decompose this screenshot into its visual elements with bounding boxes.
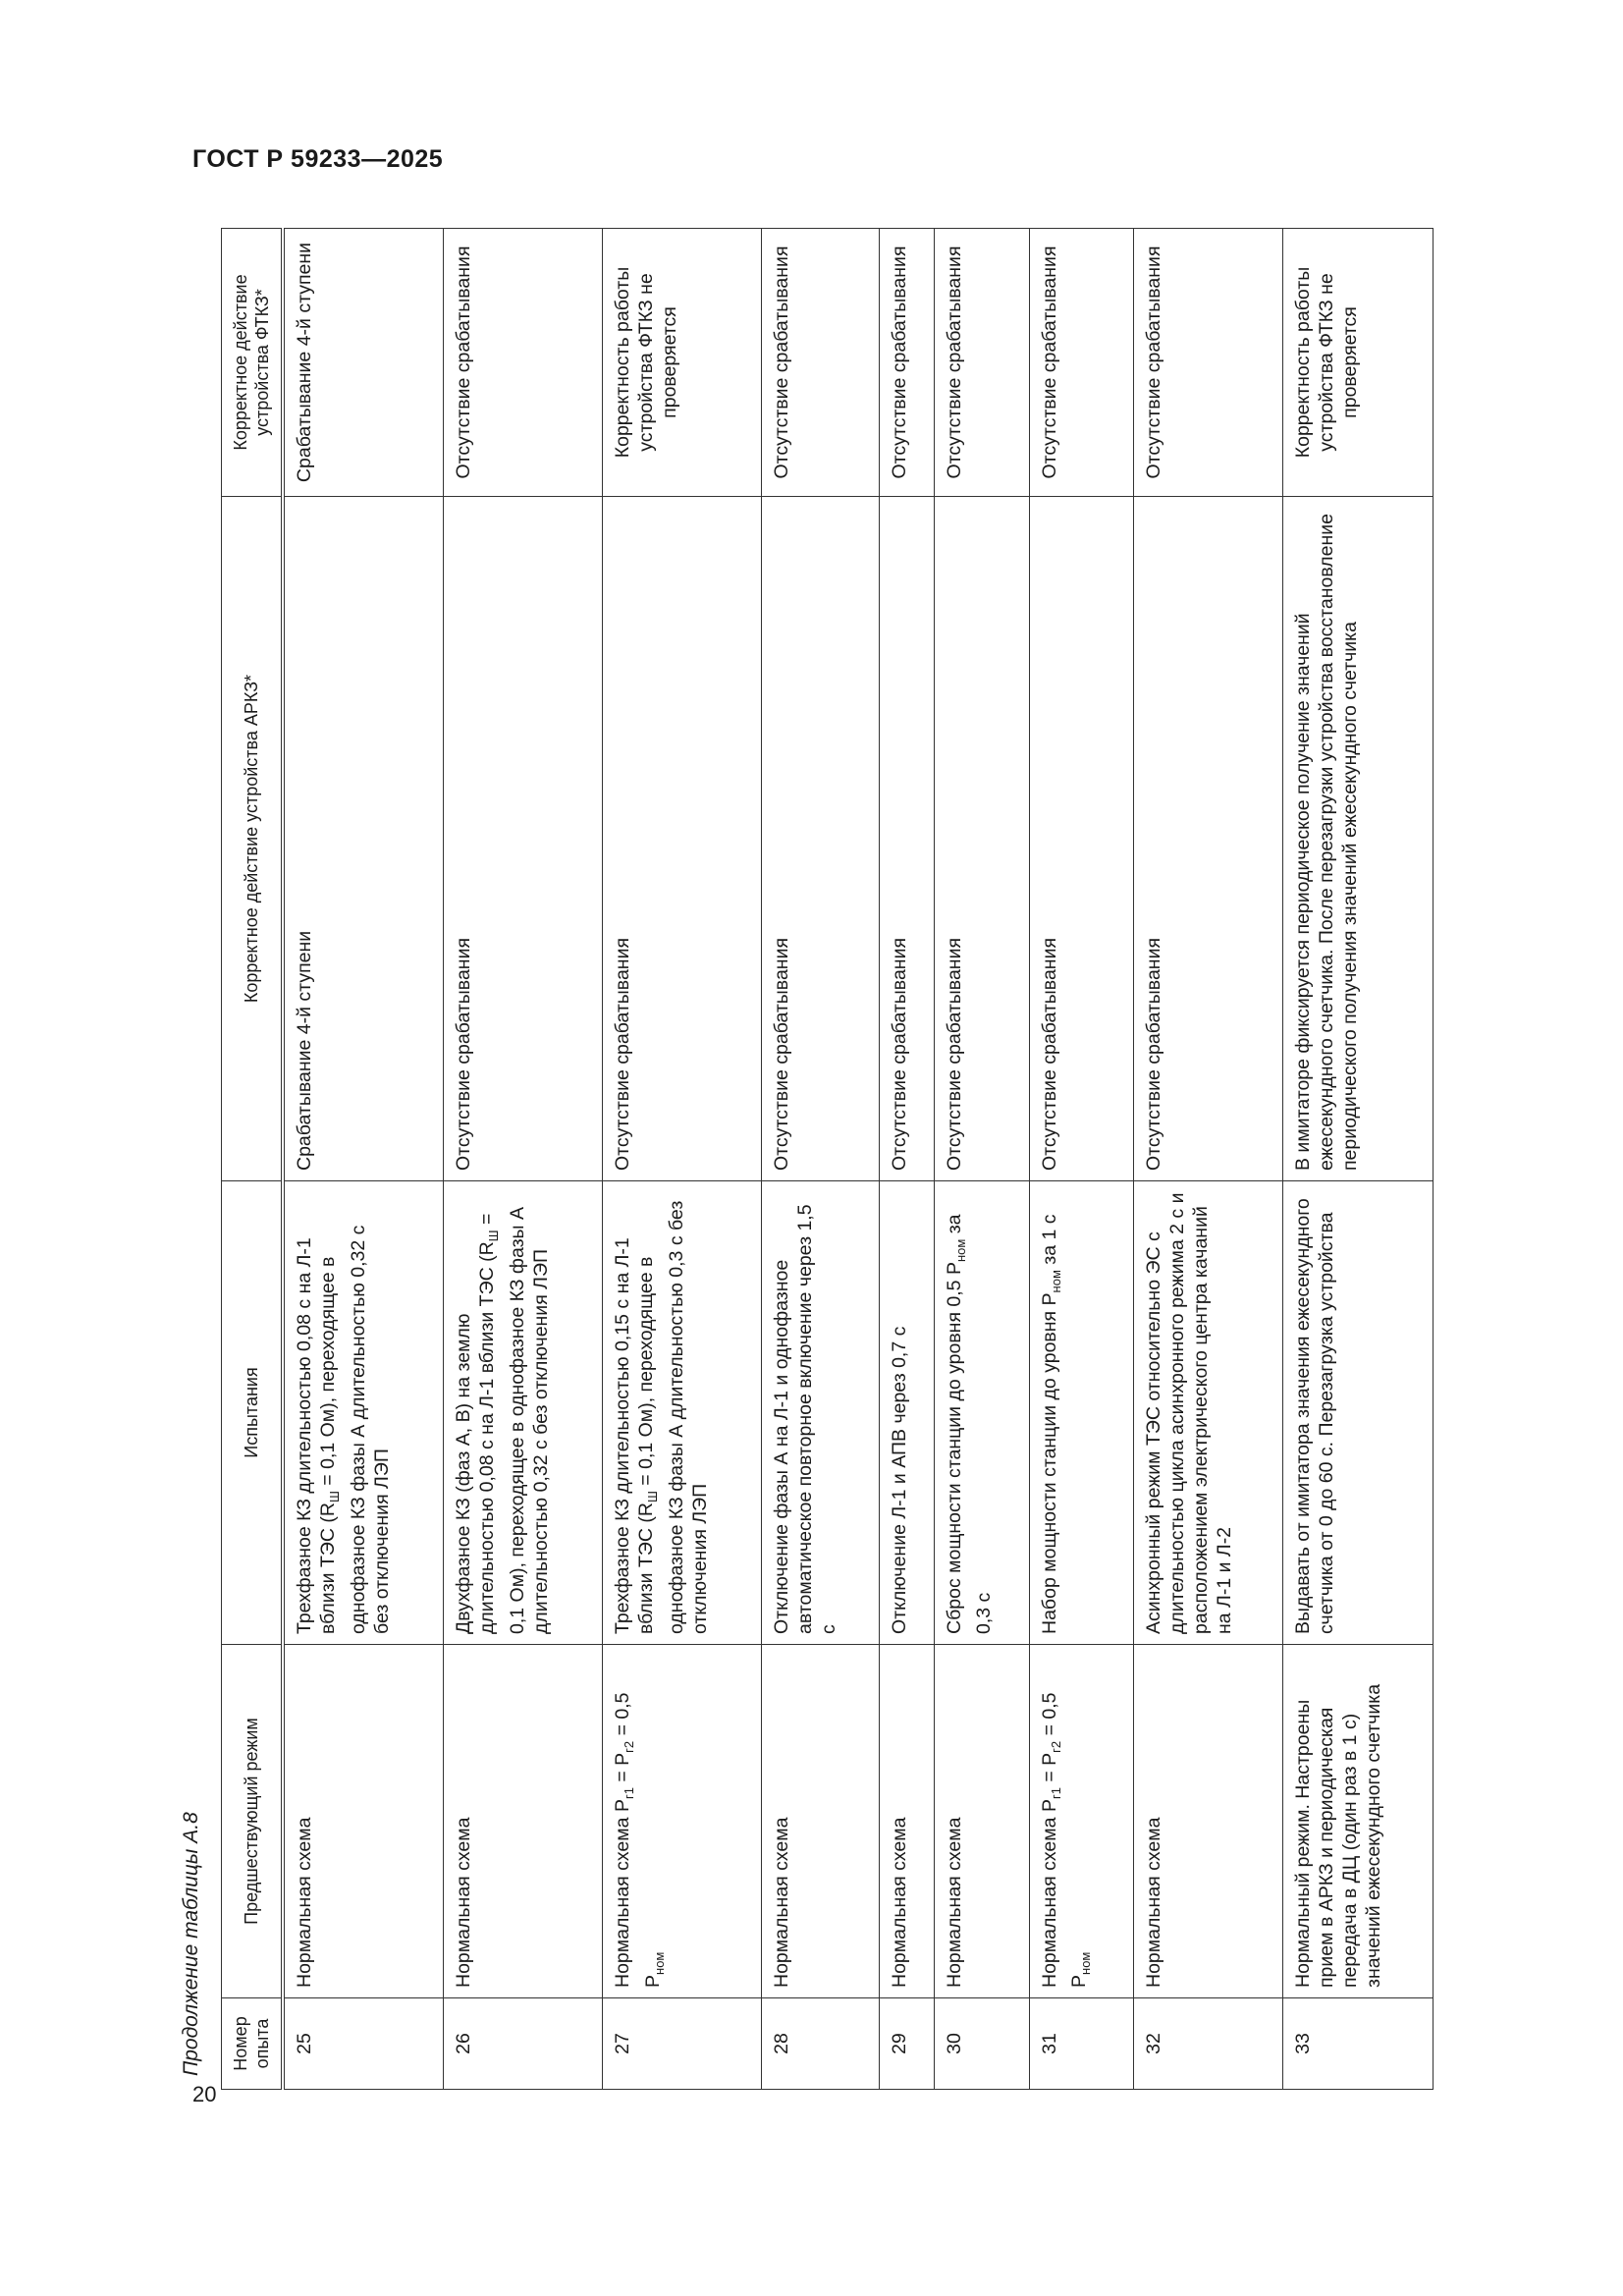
rotated-table-block [177,229,1434,2090]
row-ftkz: Отсутствие срабатывания [762,229,880,497]
row-arkz: Срабатывание 4-й ступени [283,497,444,1181]
row-test: Двухфазное КЗ (фаз А, В) на землю длительностью 0,08 с на Л-1 вблизи ТЭС ($R_Ш = 0,1$ Ом), переходящее в однофазное КЗ фазы А длительностью 0,32 с без отключения ЛЭП [444,1181,603,1645]
row-number: 27 [603,1998,762,2090]
row-arkz: Отсутствие срабатывания [880,497,934,1181]
row-arkz: Отсутствие срабатывания [444,497,603,1181]
row-test: Трехфазное КЗ длительностью 0,08 с на Л-1 вблизи ТЭС ($R_Ш = 0,1$ Ом), переходящее в однофазное КЗ фазы А длительностью 0,32 с без отключения ЛЭП [283,1181,444,1645]
table-row [1283,229,1434,2090]
table-header-row [222,229,284,2090]
row-mode: Нормальная схема [934,1645,1029,1998]
row-number: 31 [1029,1998,1133,2090]
row-number: 32 [1133,1998,1283,2090]
table-row [934,229,1029,2090]
row-mode: Нормальная схема [444,1645,603,1998]
header-tests: Испытания [222,1181,284,1645]
table-row [603,229,762,2090]
row-test: Набор мощности станции до уровня $P_{ном}$ за 1 с [1029,1181,1133,1645]
row-test: Отключение фазы А на Л-1 и однофазное автоматическое повторное включение через 1,5 с [762,1181,880,1645]
document-header: ГОСТ Р 59233—2025 [192,145,444,173]
row-test: Отключение Л-1 и АПВ через 0,7 с [880,1181,934,1645]
row-test: Асинхронный режим ТЭС относительно ЭС с длительностью цикла асинхронного режима 2 с и расположением электрического центра качаний на Л-1 и Л-2 [1133,1181,1283,1645]
row-mode: Нормальная схема [762,1645,880,1998]
row-mode: Нормальная схема [283,1645,444,1998]
table-row [444,229,603,2090]
table-row [1133,229,1283,2090]
row-number: 33 [1283,1998,1434,2090]
test-table [221,228,1434,2090]
row-number: 28 [762,1998,880,2090]
header-arkz-action: Корректное действие устройства АРКЗ* [222,497,284,1181]
table-row [762,229,880,2090]
table-row [1029,229,1133,2090]
row-arkz: Отсутствие срабатывания [762,497,880,1181]
header-number: Номер опыта [222,1998,284,2090]
row-ftkz: Отсутствие срабатывания [1029,229,1133,497]
row-arkz: Отсутствие срабатывания [603,497,762,1181]
header-previous-mode: Предшествующий режим [222,1645,284,1998]
row-ftkz: Корректность работы устройства ФТКЗ не проверяется [603,229,762,497]
row-number: 29 [880,1998,934,2090]
row-ftkz: Отсутствие срабатывания [444,229,603,497]
row-number: 26 [444,1998,603,2090]
row-mode: Нормальная схема $P_{г1} = P_{г2} = 0,5$ $P_{ном}$ [603,1645,762,1998]
row-test: Сброс мощности станции до уровня 0,5 $P_{ном}$ за 0,3 с [934,1181,1029,1645]
row-mode: Нормальная схема $P_{г1} = P_{г2} = 0,5$ $P_{ном}$ [1029,1645,1133,1998]
row-test: Трехфазное КЗ длительностью 0,15 с на Л-1 вблизи ТЭС ($R_Ш = 0,1$ Ом), переходящее в однофазное КЗ фазы А длительностью 0,3 с без отключения ЛЭП [603,1181,762,1645]
row-ftkz: Корректность работы устройства ФТКЗ не проверяется [1283,229,1434,497]
table-caption: Продолжение таблицы А.8 [180,1812,202,2076]
row-ftkz: Отсутствие срабатывания [934,229,1029,497]
row-ftkz: Отсутствие срабатывания [880,229,934,497]
row-ftkz: Срабатывание 4-й ступени [283,229,444,497]
row-arkz: В имитаторе фиксируется периодическое получение значений ежесекундного счетчика. После перезагрузки устройства восстановление периодического получения значений ежесекундного счетчика [1283,497,1434,1181]
row-number: 30 [934,1998,1029,2090]
row-mode: Нормальный режим. Настроены прием в АРКЗ и периодическая передача в ДЦ (один раз в 1 с) значений ежесекундного счетчика [1283,1645,1434,1998]
row-arkz: Отсутствие срабатывания [1029,497,1133,1181]
row-number: 25 [283,1998,444,2090]
header-ftkz-action: Корректное действие устройства ФТКЗ* [222,229,284,497]
table-row [880,229,934,2090]
row-ftkz: Отсутствие срабатывания [1133,229,1283,497]
row-mode: Нормальная схема [1133,1645,1283,1998]
row-test: Выдавать от имитатора значения ежесекундного счетчика от 0 до 60 с. Перезагрузка устройства [1283,1181,1434,1645]
row-arkz: Отсутствие срабатывания [934,497,1029,1181]
row-mode: Нормальная схема [880,1645,934,1998]
page-number: 20 [192,2082,217,2106]
row-arkz: Отсутствие срабатывания [1133,497,1283,1181]
table-row [283,229,444,2090]
